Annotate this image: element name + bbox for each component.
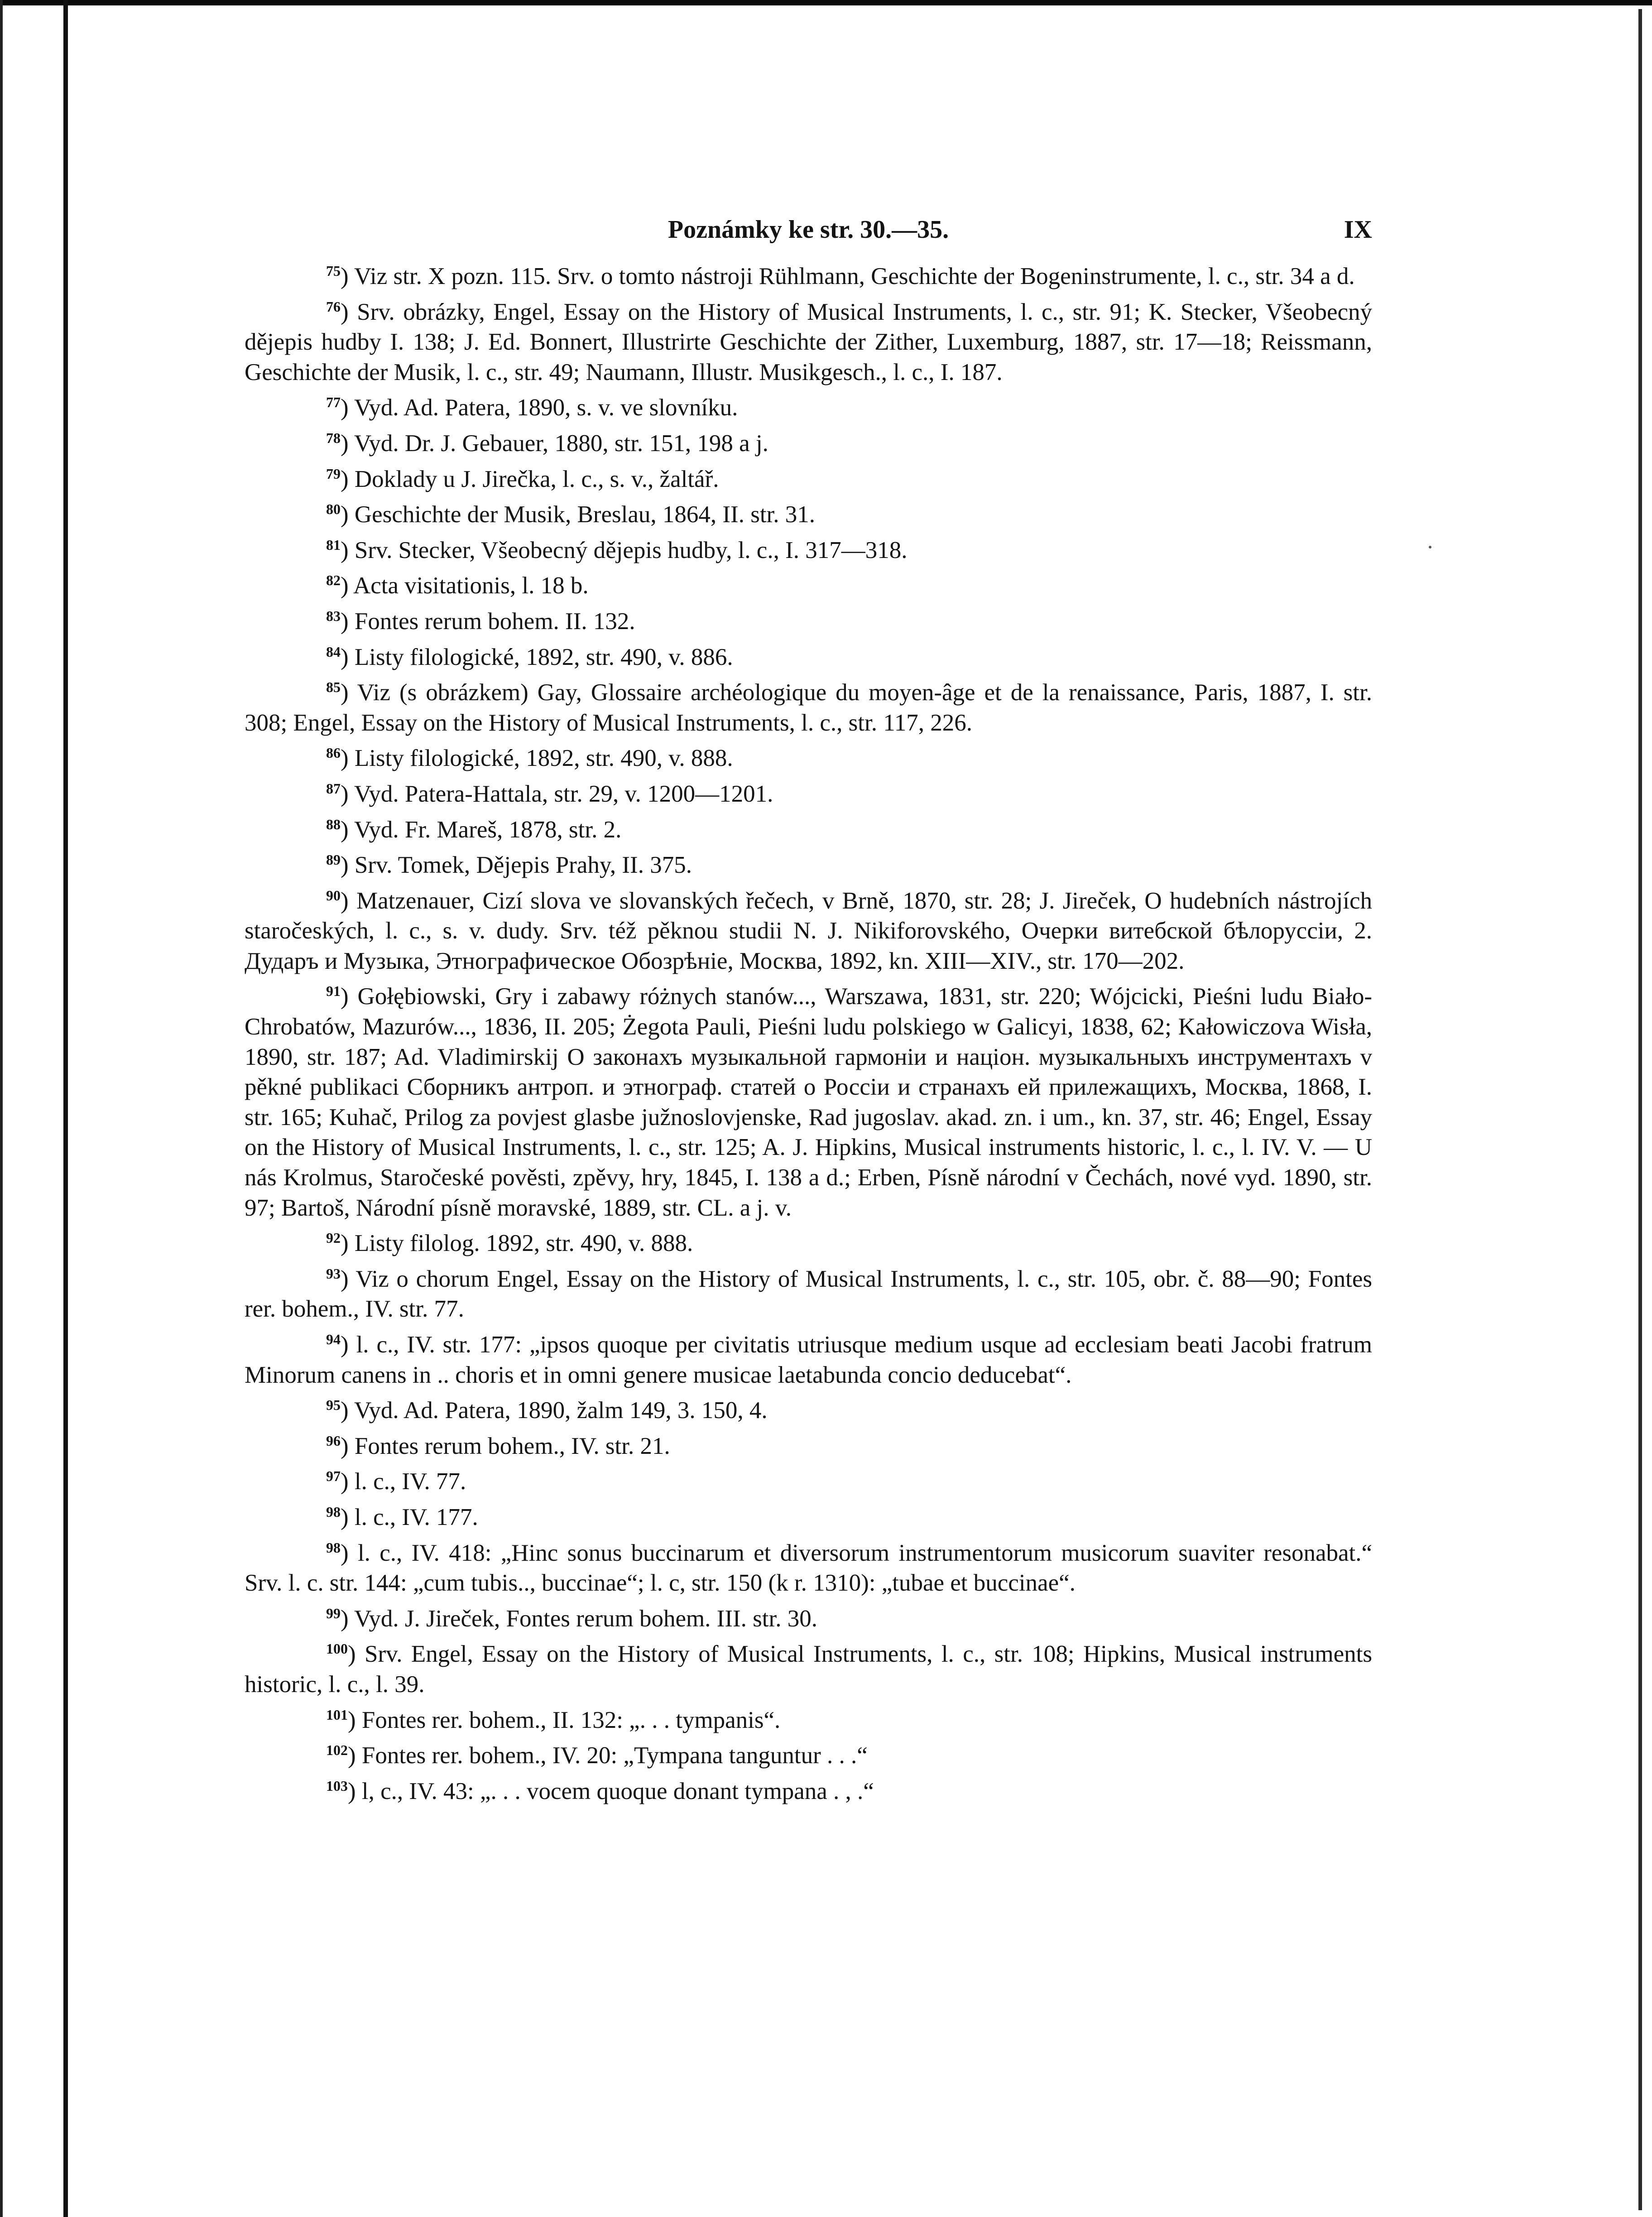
footnote [245,1771,1372,1807]
footnote-text: ) Viz (s obrázkem) Gay, Glossaire archéologique du moyen-âge et de la renaissance, Paris, 1887, I. str. 308; Engel, Essay on the History of Musical Instruments, l. c., str. 117, 226. [245,679,1372,736]
footnote-text: ) Doklady u J. Jirečka, l. c., s. v., žaltář. [341,466,719,492]
footnote [245,880,1372,976]
footnote [245,292,1372,388]
footnote [245,1634,1372,1699]
footnote-text: ) Viz str. X pozn. 115. Srv. o tomto nástroji Rühlmann, Geschichte der Bogeninstrumente, l. c., str. 34 a d. [341,263,1355,289]
footnote [245,494,1372,530]
footnote [245,809,1372,845]
footnote-number: 93 [326,1265,341,1282]
footnote [245,1497,1372,1533]
footnote-number: 87 [326,780,341,797]
footnote [245,845,1372,880]
footnote-number: 98 [326,1503,341,1520]
footnote-number: 100 [326,1640,348,1657]
footnote [245,1259,1372,1324]
footnote [245,774,1372,809]
footnote-text: ) Srv. Stecker, Všeobecný dějepis hudby, l. c., I. 317—318. [341,537,908,563]
footnote-text: ) Vyd. J. Jireček, Fontes rerum bohem. III. str. 30. [341,1605,817,1632]
footnote-number: 84 [326,643,341,660]
footnote-number: 95 [326,1397,341,1414]
footnote-text: ) Vyd. Ad. Patera, 1890, žalm 149, 3. 150, 4. [341,1397,768,1424]
footnote-text: ) Fontes rerum bohem. II. 132. [341,608,635,635]
footnote-number: 102 [326,1742,348,1759]
footnote-number: 85 [326,679,341,696]
footnote-number: 94 [326,1331,341,1347]
footnote-number: 83 [326,607,341,624]
footnote [245,1390,1372,1426]
footnote-number: 77 [326,394,341,411]
footnote [245,387,1372,423]
footnote-text: ) Vyd. Patera-Hattala, str. 29, v. 1200—1201. [341,780,773,807]
footnote-number: 92 [326,1230,341,1246]
footnote-number: 80 [326,501,341,518]
footnote [245,637,1372,673]
footnote-number: 82 [326,572,341,589]
footnote [245,1461,1372,1497]
page-content [245,206,1372,1806]
footnote [245,565,1372,601]
footnote-number: 99 [326,1605,341,1621]
footnote [245,1426,1372,1462]
footnote-text: ) Acta visitationis, l. 18 b. [341,572,589,599]
running-header [245,206,1372,256]
footnote-text: ) Listy filologické, 1892, str. 490, v. 888. [341,745,733,772]
footnote-text: ) Fontes rerum bohem., IV. str. 21. [341,1433,670,1459]
scan-border-left-outer [0,0,3,2217]
footnote-text: ) Geschichte der Musik, Breslau, 1864, II. str. 31. [341,501,816,528]
footnote-text: ) Viz o chorum Engel, Essay on the History of Musical Instruments, l. c., str. 105, obr. č. 88—90; Fontes rer. bohem., IV. str. 77. [245,1265,1372,1323]
footnote-number: 89 [326,851,341,868]
footnote-text: ) l. c., IV. str. 177: „ipsos quoque per civitatis utriusque medium usque ad ecclesiam beati Jacobi fratrum Minorum canens in .. choris et in omni genere musicae laetabunda concio deducebat“. [245,1332,1372,1388]
footnote [245,256,1372,292]
footnote [245,530,1372,566]
footnote-number: 90 [326,887,341,904]
footnote-number: 76 [326,298,341,315]
footnote [245,1700,1372,1736]
footnote-text: ) Matzenauer, Cizí slova ve slovanských řečech, v Brně, 1870, str. 28; J. Jireček, O hudebních nástrojích staročeských, l. c., s. v. dudy. Srv. též pěknou studii N. J. Nikiforovského, Очерки витебской бѣлоруссіи, 2. Дударъ и Музыка, Этнографическое Обозрѣніе, Москва, 1892, kn. XIII—XIV., str. 170—202. [245,887,1372,974]
scan-border-left [63,0,68,2217]
footnote-text: ) Gołębiowski, Gry i zabawy różnych stanów..., Warszawa, 1831, str. 220; Wójcicki, Pieśni ludu Biało-Chrobatów, Mazurów..., 1836, II. 205; Żegota Pauli, Pieśni ludu polskiego w Galicyi, 1838, 62; Kałowiczova Wisła, 1890, str. 187; Ad. Vladimirskij O законахъ музыкальной гармоніи и націон. музыкальныхъ инструментахъ v pěkné publikaci Сборникъ антроп. и этнограф. статей о Россіи и странахъ ей прилежащихъ, Москва, 1868, I. str. 165; Kuhač, Prilog za povjest glasbe južnoslovjenske, Rad jugoslav. akad. zn. i um., kn. 37, str. 46; Engel, Essay on the History of Musical Instruments, l. c., str. 125; A. J. Hipkins, Musical instruments historic, l. c., l. IV. V. — U nás Krolmus, Staročeské pověsti, zpěvy, hry, 1845, I. 138 a d.; Erben, Písně národní v Čechách, nové vyd. 1890, str. 97; Bartoš, Národní písně moravské, 1889, str. CL. a j. v. [245,983,1372,1221]
footnote-number: 96 [326,1432,341,1449]
footnote [245,976,1372,1223]
footnote-number: 91 [326,983,341,1000]
footnote-text: ) l. c., IV. 418: „Hinc sonus buccinarum et diversorum instrumentorum musicorum suaviter resonabat.“ Srv. l. c. str. 144: „cum tubis.., buccinae“; l. c, str. 150 (k r. 1310): „tubae et buccinae“. [245,1539,1372,1597]
footnote-number: 78 [326,429,341,446]
footnote-text: ) Vyd. Dr. J. Gebauer, 1880, str. 151, 198 a j. [341,430,768,457]
footnote-number: 98 [326,1539,341,1556]
footnote-number: 86 [326,745,341,761]
footnote-number: 103 [326,1777,348,1794]
page-title: Poznámky ke str. 30.—35. [668,216,949,244]
footnote-number: 88 [326,816,341,832]
dust-speck [1429,546,1431,548]
footnotes-list [245,256,1372,1806]
footnote [245,1533,1372,1598]
footnote-number: 101 [326,1706,348,1723]
footnote-text: ) Vyd. Fr. Mareš, 1878, str. 2. [341,816,622,843]
footnote-text: ) Listy filologické, 1892, str. 490, v. 886. [341,644,733,670]
footnote-number: 81 [326,536,341,553]
footnote-text: ) l. c., IV. 77. [341,1468,466,1495]
footnote-text: ) Vyd. Ad. Patera, 1890, s. v. ve slovníku. [341,394,738,421]
footnote [245,1324,1372,1390]
footnote [245,738,1372,774]
scan-border-right [1638,9,1642,2210]
footnote-text: ) Fontes rer. bohem., II. 132: „. . . tympanis“. [348,1707,781,1733]
footnote [245,672,1372,738]
footnote [245,459,1372,495]
footnote [245,1735,1372,1771]
footnote-text: ) Listy filolog. 1892, str. 490, v. 888. [341,1230,693,1257]
footnote-text: ) Srv. obrázky, Engel, Essay on the History of Musical Instruments, l. c., str. 91; K. Stecker, Všeobecný dějepis hudby I. 138; J. Ed. Bonnert, Illustrirte Geschichte der Zither, Luxemburg, 1887, str. 17—18; Reissmann, Geschichte der Musik, l. c., str. 49; Naumann, Illustr. Musikgesch., l. c., I. 187. [245,298,1372,385]
footnote [245,423,1372,459]
footnote-text: ) Fontes rer. bohem., IV. 20: „Tympana tanguntur . . .“ [348,1742,868,1769]
footnote-number: 79 [326,465,341,482]
footnote-text: ) Srv. Engel, Essay on the History of Musical Instruments, l. c., str. 108; Hipkins, Musical instruments historic, l. c., l. 39. [245,1641,1372,1698]
footnote [245,1598,1372,1634]
footnote-text: ) l, c., IV. 43: „. . . vocem quoque donant tympana . , .“ [348,1778,874,1804]
footnote-number: 75 [326,263,341,279]
scan-border-top [0,0,1652,5]
footnote-number: 97 [326,1468,341,1485]
footnote [245,1223,1372,1259]
footnote [245,601,1372,637]
page-number: IX [1344,216,1372,244]
footnote-text: ) l. c., IV. 177. [341,1504,478,1530]
footnote-text: ) Srv. Tomek, Dějepis Prahy, II. 375. [341,852,692,879]
